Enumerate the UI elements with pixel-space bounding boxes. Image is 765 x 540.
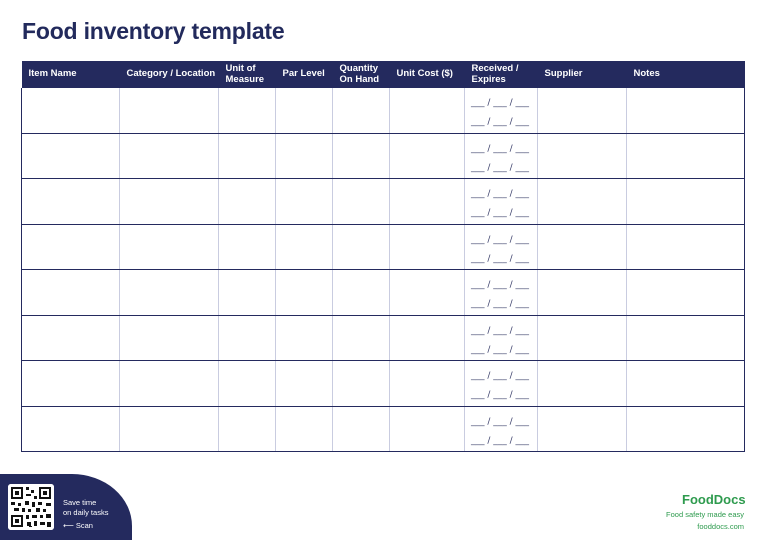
received-expires-cell[interactable] <box>465 315 538 361</box>
table-cell[interactable] <box>333 179 390 225</box>
received-date-field[interactable]: ___ / ___ / ___ <box>471 98 530 108</box>
table-cell[interactable] <box>120 315 219 361</box>
table-cell[interactable] <box>538 88 627 133</box>
received-expires-cell[interactable] <box>465 224 538 270</box>
table-row <box>22 133 745 179</box>
table-cell[interactable] <box>627 315 745 361</box>
table-cell[interactable] <box>22 270 120 316</box>
received-date-field[interactable]: ___ / ___ / ___ <box>471 416 530 427</box>
table-cell[interactable] <box>276 224 333 270</box>
table-row <box>22 361 745 407</box>
expires-date-field[interactable]: ___ / ___ / ___ <box>471 208 530 218</box>
table-row <box>22 88 745 133</box>
table-cell[interactable] <box>120 406 219 452</box>
received-date-field[interactable]: ___ / ___ / ___ <box>471 143 530 154</box>
table-cell[interactable] <box>219 315 276 361</box>
expires-date-field[interactable]: ___ / ___ / ___ <box>471 117 530 127</box>
qr-code-icon[interactable] <box>8 484 54 530</box>
header-received-expires: Received / Expires <box>465 61 538 88</box>
received-date-field[interactable]: ___ / ___ / ___ <box>471 325 530 336</box>
table-cell[interactable] <box>219 270 276 316</box>
expires-date-field[interactable]: ___ / ___ / ___ <box>471 299 530 309</box>
table-cell[interactable] <box>22 224 120 270</box>
table-cell[interactable] <box>276 406 333 452</box>
table-cell[interactable] <box>538 315 627 361</box>
table-cell[interactable] <box>219 88 276 133</box>
expires-date-field[interactable]: ___ / ___ / ___ <box>471 390 530 400</box>
table-cell[interactable] <box>538 406 627 452</box>
table-cell[interactable] <box>276 179 333 225</box>
table-cell[interactable] <box>627 406 745 452</box>
table-cell[interactable] <box>120 224 219 270</box>
received-expires-cell[interactable] <box>465 179 538 225</box>
table-cell[interactable] <box>22 315 120 361</box>
table-cell[interactable] <box>120 270 219 316</box>
received-expires-cell[interactable] <box>465 133 538 179</box>
table-row <box>22 270 745 316</box>
table-cell[interactable] <box>627 270 745 316</box>
table-cell[interactable] <box>627 361 745 407</box>
received-date-field[interactable]: ___ / ___ / ___ <box>471 189 530 199</box>
header-notes: Notes <box>627 61 745 88</box>
table-cell[interactable] <box>219 406 276 452</box>
inventory-table <box>21 61 745 452</box>
table-cell[interactable] <box>120 361 219 407</box>
table-cell[interactable] <box>276 133 333 179</box>
table-cell[interactable] <box>120 133 219 179</box>
table-cell[interactable] <box>333 88 390 133</box>
received-date-field[interactable]: ___ / ___ / ___ <box>471 371 530 381</box>
table-cell[interactable] <box>22 406 120 452</box>
table-cell[interactable] <box>22 133 120 179</box>
received-expires-cell[interactable] <box>465 270 538 316</box>
received-expires-cell[interactable] <box>465 361 538 407</box>
table-cell[interactable] <box>390 179 465 225</box>
brand-url[interactable]: fooddocs.com <box>697 522 744 531</box>
scan-label: ⟵ Scan <box>63 521 93 530</box>
table-cell[interactable] <box>120 179 219 225</box>
table-header-row <box>22 61 745 88</box>
brand-tagline: Food safety made easy <box>666 510 744 519</box>
table-cell[interactable] <box>22 361 120 407</box>
table-cell[interactable] <box>538 224 627 270</box>
received-date-field[interactable]: ___ / ___ / ___ <box>471 280 530 290</box>
table-cell[interactable] <box>120 88 219 133</box>
header-category: Category / Location <box>120 61 219 88</box>
table-cell[interactable] <box>390 270 465 316</box>
table-cell[interactable] <box>390 361 465 407</box>
table-cell[interactable] <box>538 270 627 316</box>
header-par-level: Par Level <box>276 61 333 88</box>
table-cell[interactable] <box>333 315 390 361</box>
table-cell[interactable] <box>22 88 120 133</box>
header-unit-cost: Unit Cost ($) <box>390 61 465 88</box>
expires-date-field[interactable]: ___ / ___ / ___ <box>471 253 530 264</box>
fooddocs-logo[interactable]: FoodDocs <box>682 492 746 507</box>
table-cell[interactable] <box>219 133 276 179</box>
table-cell[interactable] <box>390 406 465 452</box>
table-cell[interactable] <box>333 361 390 407</box>
table-cell[interactable] <box>276 315 333 361</box>
table-cell[interactable] <box>276 361 333 407</box>
table-cell[interactable] <box>219 224 276 270</box>
table-cell[interactable] <box>390 88 465 133</box>
received-expires-cell[interactable] <box>465 406 538 452</box>
table-cell[interactable] <box>538 133 627 179</box>
arrow-left-icon: ⟵ <box>63 521 74 530</box>
table-cell[interactable] <box>219 361 276 407</box>
received-expires-cell[interactable] <box>465 88 538 133</box>
table-cell[interactable] <box>22 179 120 225</box>
header-unit: Unit of Measure <box>219 61 276 88</box>
table-row <box>22 406 745 452</box>
table-cell[interactable] <box>390 224 465 270</box>
received-date-field[interactable]: ___ / ___ / ___ <box>471 234 530 245</box>
table-cell[interactable] <box>538 361 627 407</box>
expires-date-field[interactable]: ___ / ___ / ___ <box>471 435 530 446</box>
table-cell[interactable] <box>333 133 390 179</box>
table-cell[interactable] <box>627 133 745 179</box>
table-row <box>22 224 745 270</box>
table-cell[interactable] <box>390 315 465 361</box>
expires-date-field[interactable]: ___ / ___ / ___ <box>471 162 530 173</box>
table-cell[interactable] <box>333 406 390 452</box>
header-item-name: Item Name <box>22 61 120 88</box>
table-row <box>22 315 745 361</box>
table-cell[interactable] <box>219 179 276 225</box>
header-supplier: Supplier <box>538 61 627 88</box>
table-cell[interactable] <box>390 133 465 179</box>
table-cell[interactable] <box>276 270 333 316</box>
table-row <box>22 179 745 225</box>
page-title: Food inventory template <box>22 18 285 44</box>
table-cell[interactable] <box>627 224 745 270</box>
table-cell[interactable] <box>538 179 627 225</box>
table-cell[interactable] <box>333 224 390 270</box>
save-time-text: Save time on daily tasks <box>63 498 109 517</box>
table-cell[interactable] <box>627 88 745 133</box>
expires-date-field[interactable]: ___ / ___ / ___ <box>471 344 530 355</box>
table-cell[interactable] <box>333 270 390 316</box>
table-cell[interactable] <box>627 179 745 225</box>
table-cell[interactable] <box>276 88 333 133</box>
header-quantity: Quantity On Hand <box>333 61 390 88</box>
